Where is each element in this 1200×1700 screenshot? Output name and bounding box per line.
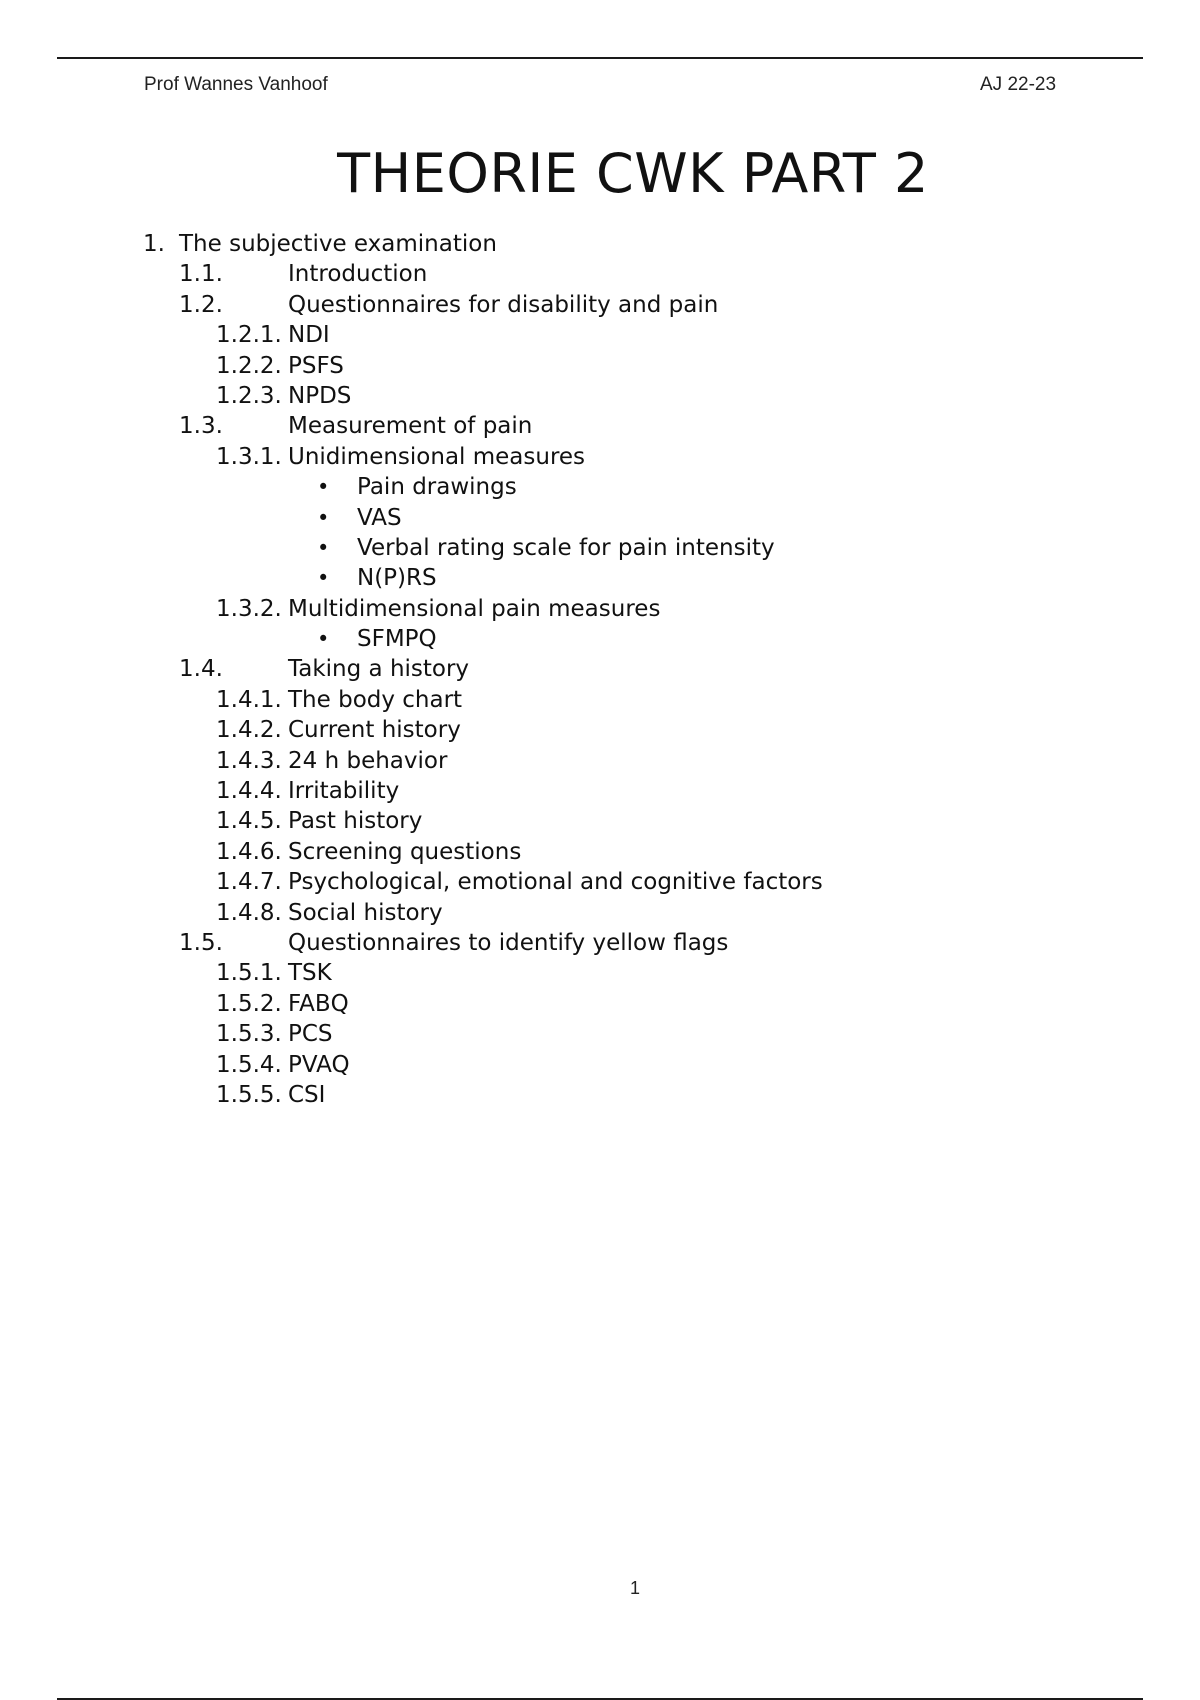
toc-entry xyxy=(0,928,1200,958)
toc-entry-label: Multidimensional pain measures xyxy=(288,595,661,622)
toc-entry-number: 1.4.6. xyxy=(216,838,282,865)
toc-entry-label: NDI xyxy=(288,322,330,349)
toc-entry-number: 1.4.8. xyxy=(216,899,282,926)
toc-entry-label: NPDS xyxy=(288,382,352,409)
bullet-icon: • xyxy=(317,505,330,530)
toc-entry-label: The subjective examination xyxy=(179,231,497,257)
toc-entry xyxy=(0,594,1200,624)
toc-entry-label: Pain drawings xyxy=(357,474,517,501)
toc-entry xyxy=(0,320,1200,350)
toc-entry-label: SFMPQ xyxy=(357,626,437,653)
toc-entry-number: 1.5. xyxy=(179,929,223,956)
toc-entry-label: N(P)RS xyxy=(357,565,437,592)
page-number: 1 xyxy=(630,1578,641,1598)
toc-entry-number: 1.4.1. xyxy=(216,686,282,713)
toc-entry-label: Past history xyxy=(288,808,423,835)
toc-entry xyxy=(0,776,1200,806)
toc-entry-number: 1.5.3. xyxy=(216,1021,282,1048)
toc-entry-number: 1.4.2. xyxy=(216,717,282,744)
header-year: AJ 22-23 xyxy=(980,74,1057,95)
toc-entry xyxy=(0,837,1200,867)
toc-entry-number: 1.3. xyxy=(179,413,223,440)
toc-entry-label: PSFS xyxy=(288,352,344,379)
toc-entry-number: 1.3.1. xyxy=(216,443,282,470)
list-item xyxy=(0,472,1200,502)
toc-entry-number: 1.5.4. xyxy=(216,1051,282,1078)
toc-entry xyxy=(0,229,1200,259)
toc-entry-label: Current history xyxy=(288,717,461,744)
toc-entry-label: Irritability xyxy=(288,778,400,805)
header-author: Prof Wannes Vanhoof xyxy=(144,74,328,95)
toc-entry xyxy=(0,898,1200,928)
toc-entry-label: Screening questions xyxy=(288,838,522,865)
bullet-icon: • xyxy=(317,627,330,652)
toc-entry-number: 1.2.3. xyxy=(216,382,282,409)
toc-entry xyxy=(0,1080,1200,1110)
toc-entry-number: 1.2. xyxy=(179,291,223,318)
toc-entry-label: PVAQ xyxy=(288,1051,350,1078)
toc-entry xyxy=(0,806,1200,836)
toc-entry-label: Unidimensional measures xyxy=(288,443,586,470)
toc-entry-label: TSK xyxy=(288,960,332,987)
toc-entry-label: Verbal rating scale for pain intensity xyxy=(357,534,775,561)
toc-entry-number: 1.4.5. xyxy=(216,808,282,835)
toc-entry xyxy=(0,867,1200,897)
toc-entry-number: 1.4.4. xyxy=(216,778,282,805)
toc-entry xyxy=(0,351,1200,381)
toc-entry-label: The body chart xyxy=(288,686,463,713)
toc-entry-number: 1.4. xyxy=(179,656,223,683)
toc-entry-label: PCS xyxy=(288,1021,333,1048)
toc-entry-label: FABQ xyxy=(288,990,349,1017)
toc-entry xyxy=(0,746,1200,776)
toc-entry xyxy=(0,1019,1200,1049)
toc-entry xyxy=(0,381,1200,411)
toc-entry-number: 1.2.2. xyxy=(216,352,282,379)
toc-entry-label: Introduction xyxy=(288,261,428,288)
toc-entry-label: VAS xyxy=(357,504,402,531)
list-item xyxy=(0,533,1200,563)
toc-entry xyxy=(0,442,1200,472)
table-of-contents xyxy=(0,229,1200,1110)
toc-entry-label: Measurement of pain xyxy=(288,413,533,440)
toc-entry-label: Questionnaires to identify yellow flags xyxy=(288,929,729,956)
header-rule xyxy=(57,57,1143,59)
bullet-icon: • xyxy=(317,566,330,591)
list-item xyxy=(0,563,1200,593)
toc-entry-label: Questionnaires for disability and pain xyxy=(288,291,719,318)
list-item xyxy=(0,503,1200,533)
toc-entry xyxy=(0,654,1200,684)
toc-entry xyxy=(0,259,1200,289)
toc-entry-number: 1.5.5. xyxy=(216,1081,282,1108)
toc-entry xyxy=(0,1050,1200,1080)
toc-entry-label: Psychological, emotional and cognitive factors xyxy=(288,869,823,896)
toc-entry xyxy=(0,989,1200,1019)
toc-entry-number: 1.5.1. xyxy=(216,960,282,987)
toc-entry-label: Social history xyxy=(288,899,443,926)
document-title: THEORIE CWK PART 2 xyxy=(337,142,929,205)
toc-entry-number: 1.4.3. xyxy=(216,747,282,774)
toc-entry-label: CSI xyxy=(288,1081,326,1108)
toc-entry xyxy=(0,290,1200,320)
toc-entry xyxy=(0,715,1200,745)
toc-entry-number: 1.5.2. xyxy=(216,990,282,1017)
toc-entry-number: 1.2.1. xyxy=(216,322,282,349)
toc-entry xyxy=(0,411,1200,441)
toc-entry xyxy=(0,958,1200,988)
toc-entry-number: 1.1. xyxy=(179,261,223,288)
toc-entry-number: 1. xyxy=(143,231,165,257)
toc-entry xyxy=(0,685,1200,715)
bullet-icon: • xyxy=(317,535,330,560)
list-item xyxy=(0,624,1200,654)
toc-entry-number: 1.4.7. xyxy=(216,869,282,896)
toc-entry-number: 1.3.2. xyxy=(216,595,282,622)
toc-entry-label: Taking a history xyxy=(288,656,470,683)
bullet-icon: • xyxy=(317,475,330,500)
toc-entry-label: 24 h behavior xyxy=(288,747,448,774)
